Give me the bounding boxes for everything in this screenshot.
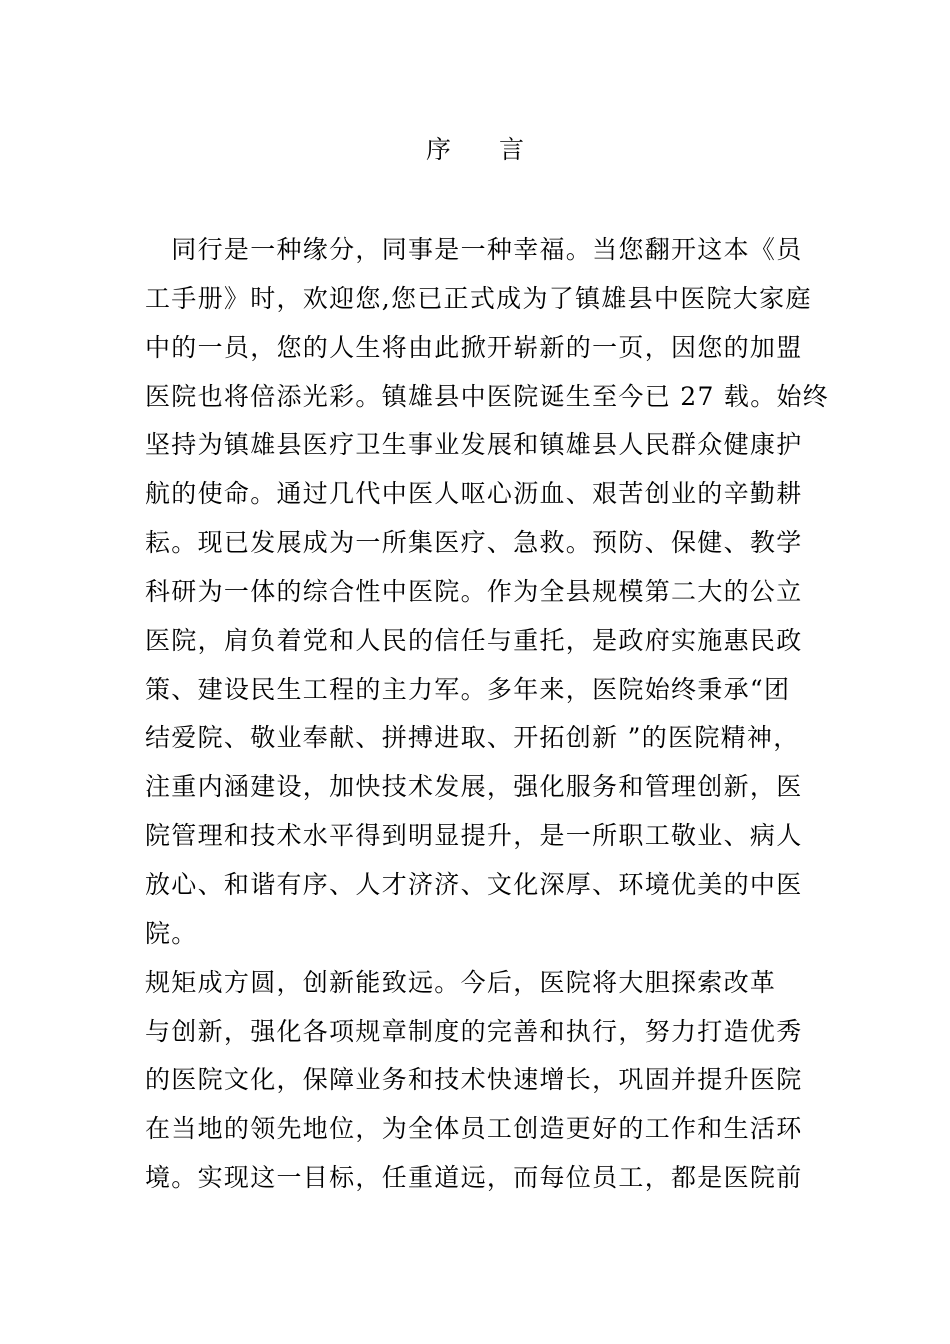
text-line: 科研为一体的综合性中医院。作为全县规模第二大的公立 <box>145 576 803 606</box>
text-line: 与创新，强化各项规章制度的完善和执行，努力打造优秀 <box>145 1016 803 1046</box>
text-line: 境。实现这一目标，任重道远，而每位员工，都是医院前 <box>145 1163 803 1193</box>
text-line: 耘。现已发展成为一所集医疗、急救。预防、保健、教学 <box>145 528 803 558</box>
page-title: 序 言 <box>426 135 544 164</box>
preface-body <box>145 226 830 1203</box>
text-line: 策、建设民生工程的主力军。多年来，医院始终秉承“团 <box>145 674 791 704</box>
text-line: 院。 <box>145 918 198 948</box>
text-line: 规矩成方圆，创新能致远。今后，医院将大胆探索改革 <box>145 967 777 997</box>
text-line: 工手册》时，欢迎您,您已正式成为了镇雄县中医院大家庭 <box>145 283 812 313</box>
text-line: 结爱院、敬业奉献、拼搏进取、开拓创新 ”的医院精神， <box>145 723 800 753</box>
text-line: 坚持为镇雄县医疗卫生事业发展和镇雄县人民群众健康护 <box>145 430 803 460</box>
text-line: 在当地的领先地位，为全体员工创造更好的工作和生活环 <box>145 1114 803 1144</box>
text-line: 院管理和技术水平得到明显提升，是一所职工敬业、病人 <box>145 821 803 851</box>
text-line: 中的一员，您的人生将由此掀开崭新的一页，因您的加盟 <box>145 332 803 362</box>
text-line: 的医院文化，保障业务和技术快速增长，巩固并提升医院 <box>145 1065 803 1095</box>
text-line: 医院也将倍添光彩。镇雄县中医院诞生至今已 27 载。始终 <box>145 381 830 411</box>
text-line: 注重内涵建设，加快技术发展，强化服务和管理创新，医 <box>145 772 803 802</box>
text-line: 同行是一种缘分，同事是一种幸福。当您翻开这本《员 <box>145 235 803 264</box>
text-line: 放心、和谐有序、人才济济、文化深厚、环境优美的中医 <box>145 869 803 899</box>
text-line: 航的使命。通过几代中医人呕心沥血、艰苦创业的辛勤耕 <box>145 479 803 509</box>
text-line: 医院，肩负着党和人民的信任与重托，是政府实施惠民政 <box>145 625 803 655</box>
